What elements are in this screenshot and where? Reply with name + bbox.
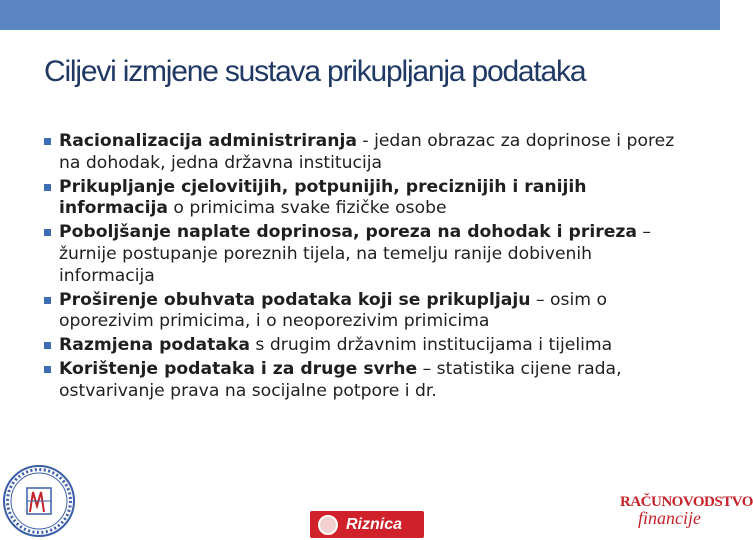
top-accent-bar (0, 0, 720, 30)
bullet-item (44, 131, 684, 175)
bullet-bold: Prikupljanje cjelovitijih, potpunijih, preciznijih i ranijih informacija (59, 176, 587, 219)
bullet-text: o primicima svake fizičke osobe (167, 198, 447, 219)
bullet-text: s drugim državnim institucijama i tijelima (249, 335, 613, 356)
bullet-square-icon (44, 138, 51, 145)
bullet-item (44, 335, 684, 357)
bullet-text: – osim o oporezivim primicima, i o neoporezivim primicima (59, 289, 607, 332)
riznica-logo (310, 511, 424, 538)
association-seal-logo (0, 462, 78, 540)
bullet-bold: Proširenje obuhvata podataka koji se prikupljaju (59, 289, 531, 310)
bullet-list (44, 131, 684, 405)
bullet-bold: Racionalizacija administriranja (59, 131, 357, 151)
racunovodstvo-financije-logo (620, 494, 753, 540)
bullet-square-icon (44, 297, 51, 304)
riznica-emblem-icon (318, 515, 338, 535)
bullet-bold: Razmjena podataka (59, 335, 250, 356)
riznica-logo-text: Riznica (346, 515, 403, 533)
bullet-text: - jedan obrazac za doprinose i porez na dohodak, jedna državna institucija (59, 131, 675, 173)
bullet-bold: Poboljšanje naplate doprinosa, poreza na dohodak i prireza (59, 222, 637, 243)
bullet-text: – statistika cijene rada, ostvarivanje prava na socijalne potpore i dr. (59, 358, 622, 401)
bullet-square-icon (44, 229, 51, 236)
bullet-text: – žurnije postupanje poreznih tijela, na temelju ranije dobivenih informacija (59, 222, 652, 286)
bullet-square-icon (44, 342, 51, 349)
bullet-item (44, 359, 684, 403)
bullet-item (44, 290, 684, 334)
logo-line-2: financije (638, 508, 701, 528)
bullet-square-icon (44, 184, 51, 191)
bullet-bold: Korištenje podataka i za druge svrhe (59, 358, 418, 379)
logo-line-1: RAČUNOVODSTVO (620, 494, 753, 510)
bullet-item (44, 177, 684, 221)
bullet-item (44, 222, 684, 287)
slide-title: Ciljevi izmjene sustava prikupljanja podataka (44, 55, 586, 88)
bullet-square-icon (44, 366, 51, 373)
